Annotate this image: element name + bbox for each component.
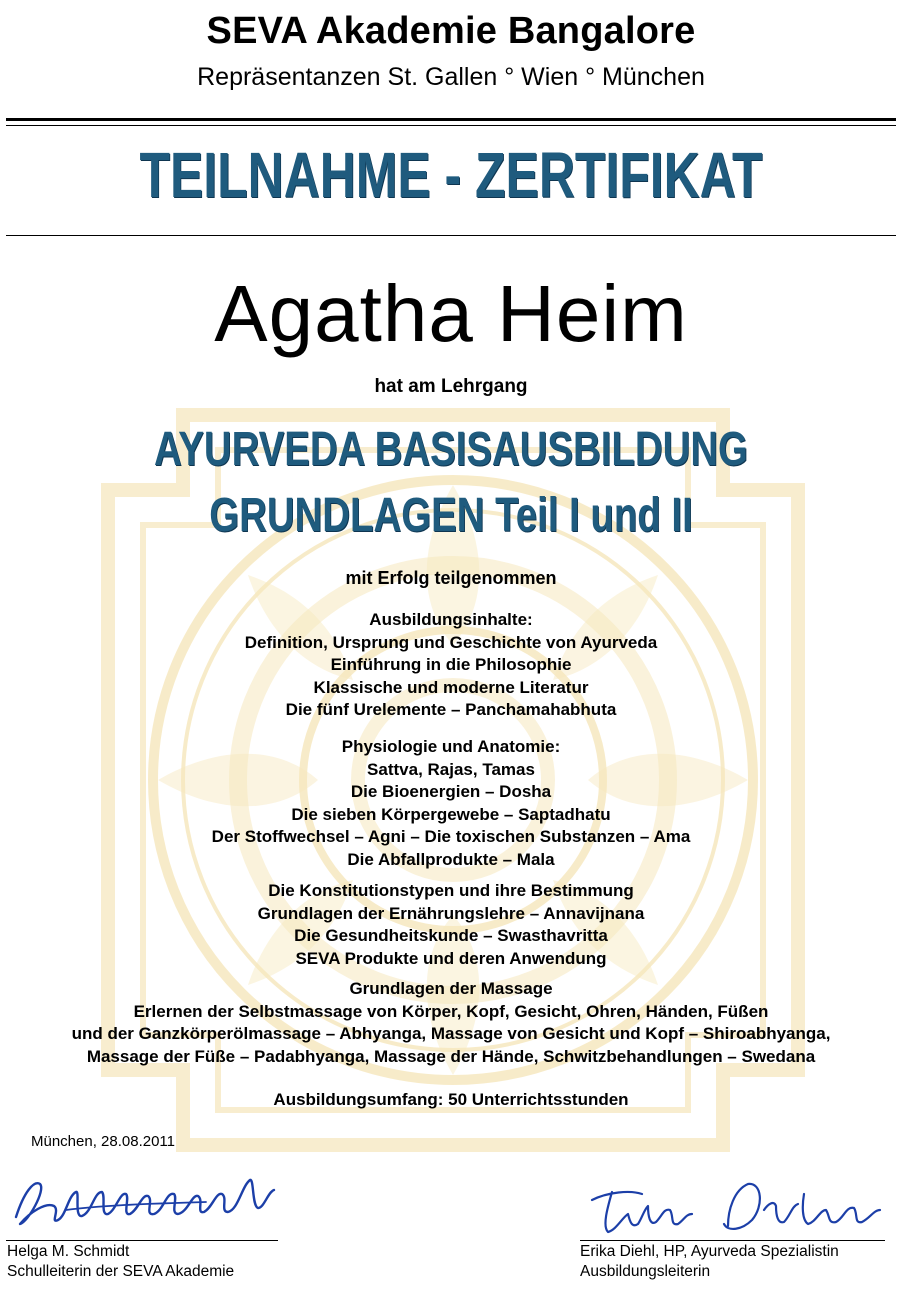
training-scope: Ausbildungsumfang: 50 Unterrichtsstunden — [273, 1090, 629, 1109]
signature-line-right — [580, 1240, 885, 1241]
certificate-title: TEILNAHME - ZERTIFIKAT — [139, 139, 763, 211]
contents-item: Grundlagen der Ernährungslehre – Annavijnana — [257, 903, 645, 923]
participant-name: Agatha Heim — [214, 269, 688, 358]
contents-item: und der Ganzkörperölmassage – Abhyanga, Massage von Gesicht und Kopf – Shiroabhyanga, — [71, 1024, 831, 1044]
signer-left-name: Helga M. Schmidt — [7, 1243, 130, 1260]
signer-right-role: Ausbildungsleiterin — [580, 1263, 711, 1280]
signer-right-name: Erika Diehl, HP, Ayurveda Spezialistin — [580, 1243, 839, 1260]
contents-item: Die Konstitutionstypen und ihre Bestimmung — [268, 881, 634, 900]
contents-block-constitution — [0, 880, 902, 970]
contents-subheading: Physiologie und Anatomie: — [341, 737, 561, 756]
contents-subheading: Grundlagen der Massage — [349, 979, 553, 998]
result-text: mit Erfolg teilgenommen — [345, 568, 557, 588]
academy-representations: Repräsentanzen St. Gallen ° Wien ° München — [197, 63, 705, 91]
contents-item: Die Bioenergien – Dosha — [350, 782, 552, 802]
contents-item: Klassische und moderne Literatur — [313, 677, 589, 697]
signature-right — [578, 1170, 888, 1242]
contents-item: Der Stoffwechsel – Agni – Die toxischen Substanzen – Ama — [211, 827, 691, 847]
contents-item: Die fünf Urelemente – Panchamahabhuta — [285, 700, 617, 720]
contents-item: Definition, Ursprung und Geschichte von Ayurveda — [244, 632, 658, 652]
contents-heading: Ausbildungsinhalte: — [369, 610, 533, 629]
header-rule-thick — [6, 118, 896, 121]
course-title-line-1: AYURVEDA BASISAUSBILDUNG — [154, 423, 748, 476]
contents-item: Einführung in die Philosophie — [330, 655, 572, 675]
contents-item: Sattva, Rajas, Tamas — [367, 759, 535, 779]
signer-left — [7, 1242, 234, 1282]
academy-name: SEVA Akademie Bangalore — [206, 10, 696, 52]
contents-block-general — [0, 609, 902, 722]
signer-right — [580, 1242, 839, 1282]
contents-item: Die Abfallprodukte – Mala — [347, 849, 555, 869]
title-rule — [6, 235, 896, 236]
contents-item: SEVA Produkte und deren Anwendung — [295, 948, 607, 968]
contents-block-physiology — [0, 736, 902, 872]
intro-text: hat am Lehrgang — [374, 376, 528, 397]
contents-item: Massage der Füße – Padabhyanga, Massage der Hände, Schwitzbehandlungen – Swedana — [86, 1046, 816, 1066]
signature-left — [6, 1162, 281, 1242]
header-rule-thin — [6, 125, 896, 126]
contents-item: Erlernen der Selbstmassage von Körper, Kopf, Gesicht, Ohren, Händen, Füßen — [133, 1001, 769, 1021]
contents-item: Die sieben Körpergewebe – Saptadhatu — [291, 804, 611, 824]
place-date: München, 28.08.2011 — [31, 1133, 176, 1150]
contents-block-massage — [0, 978, 902, 1068]
course-title-line-2: GRUNDLAGEN Teil I und II — [209, 489, 693, 542]
contents-item: Die Gesundheitskunde – Swasthavritta — [294, 926, 608, 946]
signature-line-left — [6, 1240, 278, 1241]
signer-left-role: Schulleiterin der SEVA Akademie — [7, 1263, 235, 1280]
